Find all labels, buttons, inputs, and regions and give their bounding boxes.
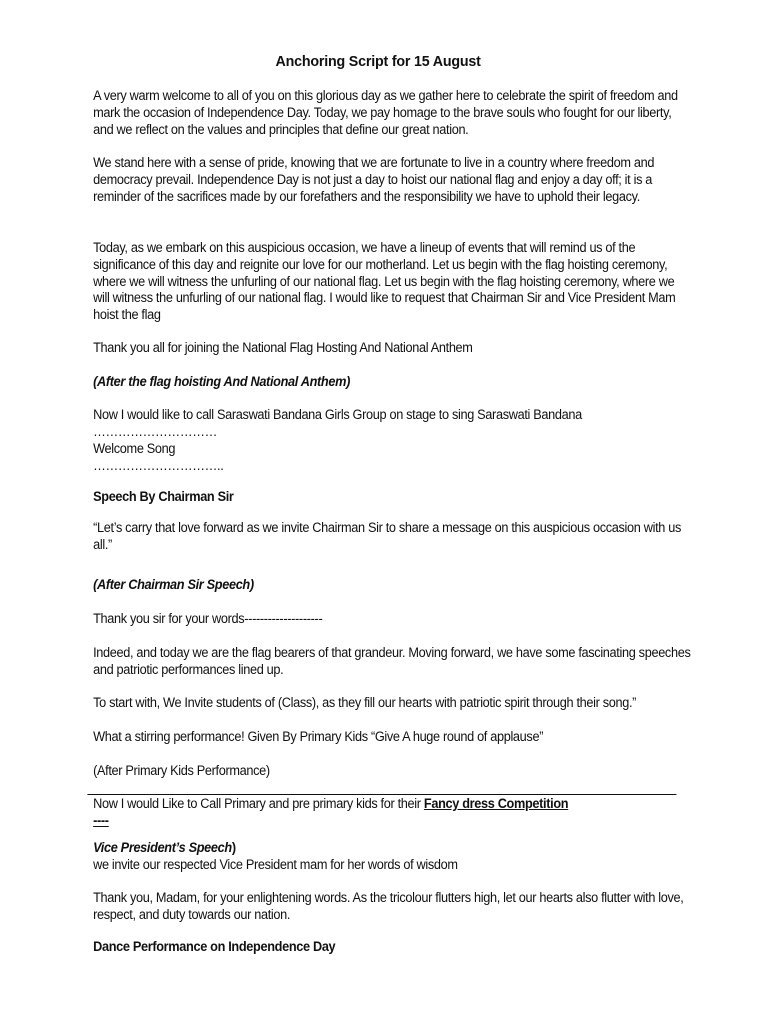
paragraph-flag-bearers: Indeed, and today we are the flag bearers of that grandeur. Moving forward, we have some fascinating speeches and patriotic performances lined up. — [93, 645, 691, 677]
paragraph-stirring-performance: What a stirring performance! Given By Primary Kids “Give A huge round of applause” — [93, 729, 544, 744]
paragraph-chairman-invite: “Let’s carry that love forward as we invite Chairman Sir to share a message on this auspicious occasion with us all.” — [93, 520, 682, 552]
paragraph-thank-madam: Thank you, Madam, for your enlightening words. As the tricolour flutters high, let our hearts also flutter with love, respect, and duty towards our nation. — [93, 890, 684, 922]
vice-president-heading-paren: ) — [231, 840, 236, 855]
paragraph-lineup: Today, as we embark on this auspicious occasion, we have a lineup of events that will remind us of the significance of this day and reignite our love for our motherland. Let us begin with the flag hoisting ceremony, where we will witness the unfurling of our national flag. Let us begin with the flag hoisting ceremony, where we will witness the unfurling of our national flag. I would like to request that Chairman Sir and Vice President Mam hoist the flag — [93, 240, 676, 323]
dotted-line-1: ………………………… — [93, 424, 218, 439]
paragraph-fancy-dress — [93, 796, 692, 813]
paragraph-thank-sir: Thank you sir for your words-------------------- — [93, 611, 323, 626]
heading-dance-performance: Dance Performance on Independence Day — [93, 939, 336, 954]
paragraph-after-primary-kids: (After Primary Kids Performance) — [93, 763, 270, 778]
dash-line: ---- — [93, 813, 109, 828]
fancy-dress-text: Now I would Like to Call Primary and pre primary kids for their — [93, 796, 424, 811]
document-title: Anchoring Script for 15 August — [275, 53, 481, 70]
paragraph-vp-invite: we invite our respected Vice President mam for her words of wisdom — [93, 857, 458, 872]
fancy-dress-competition-label: Fancy dress Competition — [423, 796, 569, 811]
paragraph-pride: We stand here with a sense of pride, knowing that we are fortunate to live in a country where freedom and democracy prevail. Independence Day is not just a day to hoist our national flag and enjoy a day off; it is a reminder of the sacrifices made by our forefathers and the responsibility we have to uphold their legacy. — [93, 155, 655, 204]
dotted-line-2: ………………………….. — [93, 458, 224, 473]
paragraph-invite-students: To start with, We Invite students of (Class), as they fill our hearts with patriotic spirit through their song.” — [93, 695, 637, 710]
paragraph-thanks-flag: Thank you all for joining the National Flag Hosting And National Anthem — [93, 340, 473, 355]
welcome-song-label: Welcome Song — [93, 441, 176, 456]
paragraph-welcome: A very warm welcome to all of you on this glorious day as we gather here to celebrate the spirit of freedom and mark the occasion of Independence Day. Today, we pay homage to the brave souls who fought for our liberty, and we reflect on the values and principles that define our great nation. — [93, 88, 678, 137]
heading-speech-chairman: Speech By Chairman Sir — [93, 489, 234, 504]
paragraph-saraswati: Now I would like to call Saraswati Bandana Girls Group on stage to sing Saraswati Bandana — [93, 407, 582, 422]
heading-after-chairman: (After Chairman Sir Speech) — [93, 577, 254, 592]
heading-vice-president-speech — [93, 840, 692, 857]
heading-after-flag: (After the flag hoisting And National Anthem) — [93, 374, 350, 389]
horizontal-rule — [87, 794, 676, 795]
vice-president-heading-text: Vice President’s Speech — [93, 840, 232, 855]
